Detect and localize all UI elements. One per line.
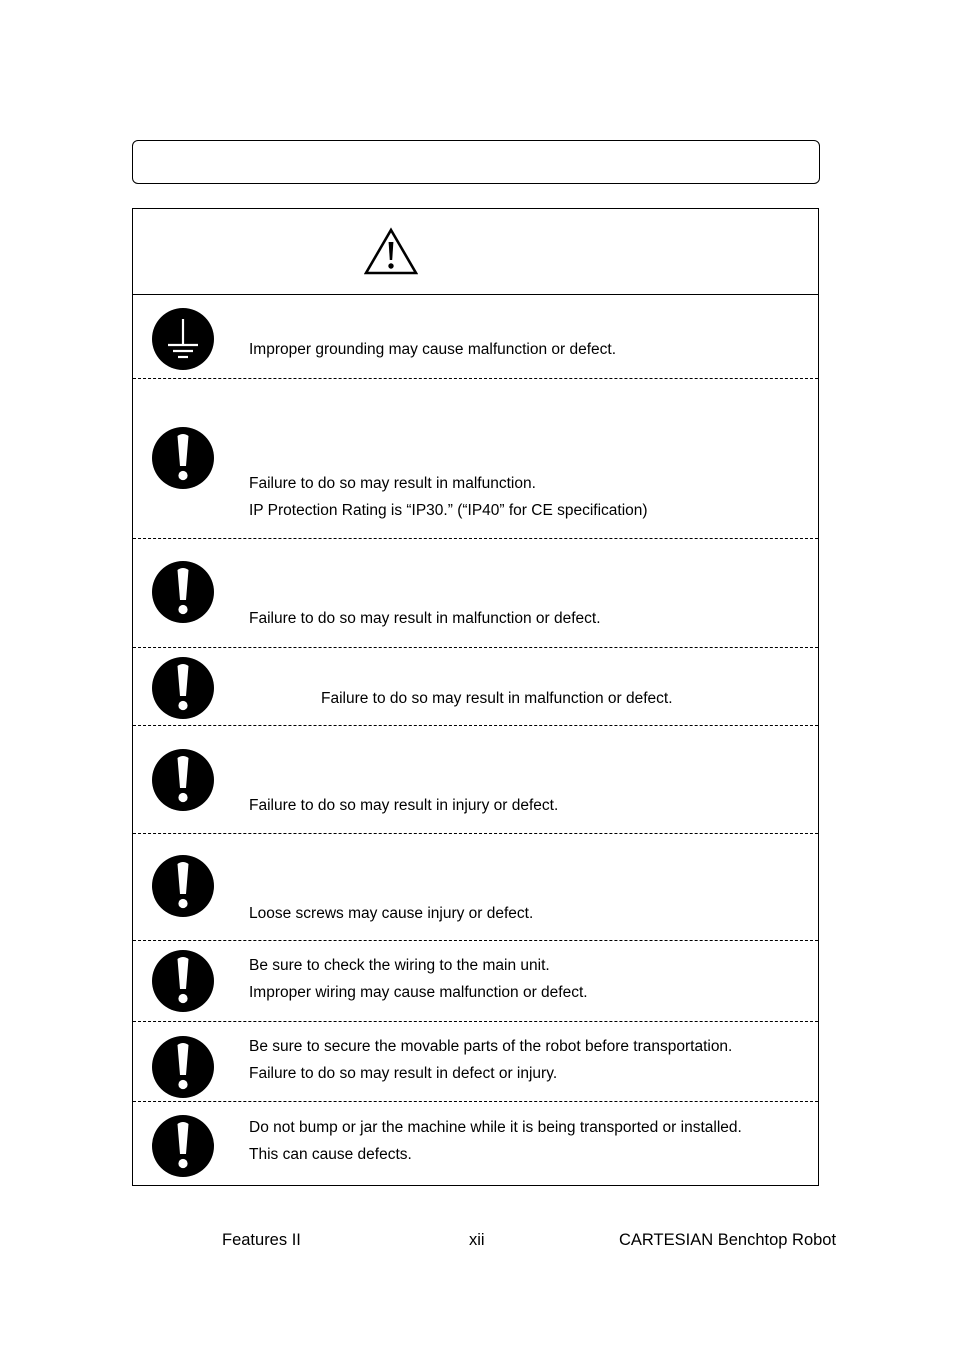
caution-text: Loose screws may cause injury or defect. xyxy=(249,905,534,922)
footer-product-name: CARTESIAN Benchtop Robot xyxy=(619,1231,837,1249)
caution-text: Do not bump or jar the machine while it is being transported or installed. xyxy=(249,1119,742,1136)
caution-text: Failure to do so may result in malfunction. xyxy=(249,475,536,492)
caution-text: Failure to do so may result in defect or injury. xyxy=(249,1065,558,1082)
exclamation-icon xyxy=(151,1114,215,1178)
exclamation-icon xyxy=(151,560,215,624)
caution-text: This can cause defects. xyxy=(249,1146,412,1163)
exclamation-icon xyxy=(151,949,215,1013)
caution-row-8 xyxy=(133,1022,818,1102)
exclamation-icon xyxy=(151,426,215,490)
exclamation-icon xyxy=(151,748,215,812)
caution-row-1 xyxy=(133,295,818,379)
exclamation-icon xyxy=(151,656,215,720)
caution-text: Failure to do so may result in malfunction or defect. xyxy=(249,610,601,627)
caution-row-9 xyxy=(133,1102,818,1186)
caution-header xyxy=(133,209,818,295)
caution-text: Be sure to secure the movable parts of the robot before transportation. xyxy=(249,1038,733,1055)
caution-text: IP Protection Rating is “IP30.” (“IP40” for CE specification) xyxy=(249,502,648,519)
ground-icon xyxy=(151,307,215,371)
caution-row-5 xyxy=(133,726,818,834)
footer-section-name: Features II xyxy=(222,1231,301,1249)
caution-row-6 xyxy=(133,834,818,941)
caution-text: Improper wiring may cause malfunction or defect. xyxy=(249,984,588,1001)
caution-text: Failure to do so may result in injury or defect. xyxy=(249,797,559,814)
warning-triangle-icon xyxy=(364,227,418,275)
caution-text: Improper grounding may cause malfunction or defect. xyxy=(249,341,617,358)
exclamation-icon xyxy=(151,854,215,918)
caution-row-2 xyxy=(133,379,818,539)
exclamation-icon xyxy=(151,1035,215,1099)
caution-row-7 xyxy=(133,941,818,1022)
caution-row-4 xyxy=(133,648,818,726)
footer-page-number: xii xyxy=(469,1231,485,1249)
caution-table xyxy=(132,208,819,1186)
section-title-box xyxy=(132,140,820,184)
caution-text: Be sure to check the wiring to the main unit. xyxy=(249,957,550,974)
caution-row-3 xyxy=(133,539,818,648)
caution-text: Failure to do so may result in malfunction or defect. xyxy=(321,690,673,707)
